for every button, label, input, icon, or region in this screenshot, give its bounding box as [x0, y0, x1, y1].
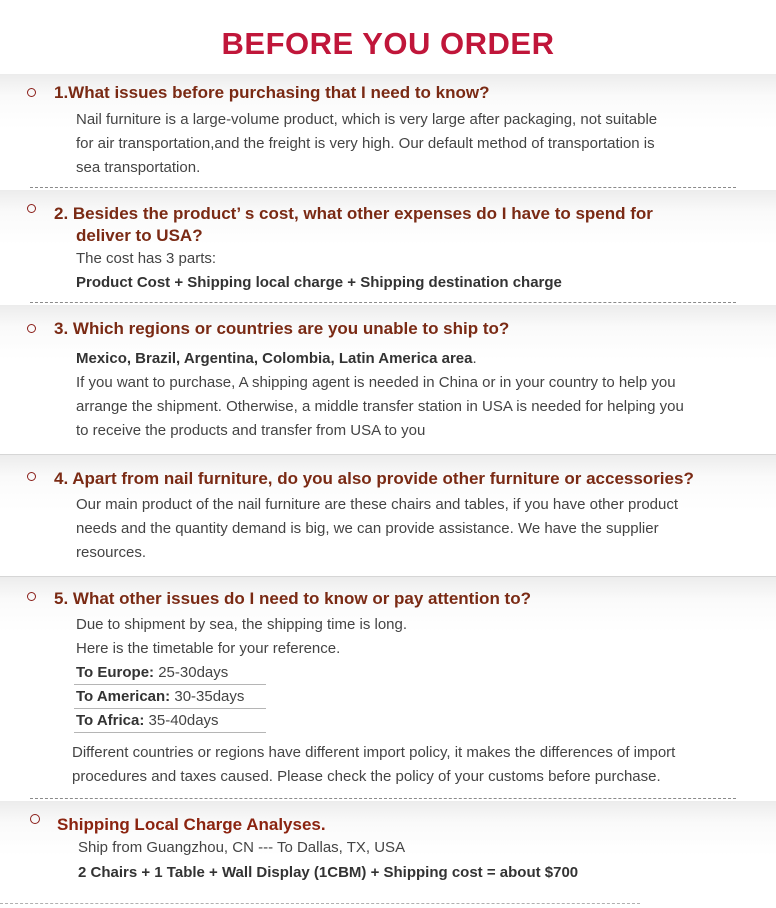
restricted-regions: Mexico, Brazil, Argentina, Colombia, Latin America area [76, 350, 473, 367]
cost-formula: Product Cost + Shipping local charge + Shipping destination charge [76, 274, 562, 291]
circle-bullet-icon [27, 88, 36, 97]
question-5: 5. What other issues do I need to know or pay attention to? [54, 589, 531, 608]
answer-2-line-1: The cost has 3 parts: [76, 250, 217, 267]
timetable-row: To American: 30-35days [76, 688, 245, 705]
question-2-line-1: 2. Besides the product’ s cost, what other expenses do I have to spend for [54, 204, 653, 223]
answer-1-line-2: for air transportation,and the freight is very high. Our default method of transportation is [76, 135, 655, 152]
timetable-row: To Europe: 25-30days [76, 664, 229, 681]
circle-bullet-icon [27, 204, 36, 213]
answer-1-line-3: sea transportation. [76, 159, 201, 176]
regions-period: . [472, 350, 477, 367]
question-2-line-2: deliver to USA? [76, 226, 203, 245]
timetable-row: To Africa: 35-40days [76, 712, 219, 729]
shipping-example: 2 Chairs + 1 Table + Wall Display (1CBM) + Shipping cost = about $700 [78, 864, 579, 881]
dashed-divider [30, 302, 736, 303]
answer-5-line-2: Here is the timetable for your reference. [76, 640, 341, 657]
page-title: BEFORE YOU ORDER [221, 26, 555, 61]
answer-3-regions [76, 347, 477, 371]
circle-bullet-icon [27, 324, 36, 333]
shipping-heading: Shipping Local Charge Analyses. [57, 815, 326, 834]
dashed-divider [30, 187, 736, 188]
question-1: 1.What issues before purchasing that I need to know? [54, 83, 490, 102]
circle-bullet-icon [30, 814, 40, 824]
dashed-divider [30, 798, 736, 799]
answer-3-line-1: If you want to purchase, A shipping agent is needed in China or in your country to help you [76, 374, 676, 391]
question-4: 4. Apart from nail furniture, do you also provide other furniture or accessories? [54, 469, 694, 488]
timetable-row-divider [74, 732, 266, 733]
answer-4-line-1: Our main product of the nail furniture are these chairs and tables, if you have other product [76, 496, 679, 513]
policy-line-1: Different countries or regions have different import policy, it makes the differences of import [72, 744, 676, 761]
shipping-route: Ship from Guangzhou, CN --- To Dallas, TX, USA [78, 839, 406, 856]
answer-3-line-2: arrange the shipment. Otherwise, a middle transfer station in USA is needed for helping you [76, 398, 684, 415]
dashed-divider [0, 903, 640, 904]
answer-4-line-2: needs and the quantity demand is big, we can provide assistance. We have the supplier [76, 520, 659, 537]
answer-3-line-3: to receive the products and transfer from USA to you [76, 422, 426, 439]
answer-5-line-1: Due to shipment by sea, the shipping time is long. [76, 616, 408, 633]
answer-1-line-1: Nail furniture is a large-volume product, which is very large after packaging, not suitable [76, 111, 658, 128]
answer-4-line-3: resources. [76, 544, 147, 561]
circle-bullet-icon [27, 592, 36, 601]
policy-line-2: procedures and taxes caused. Please check the policy of your customs before purchase. [72, 768, 661, 785]
circle-bullet-icon [27, 472, 36, 481]
question-3: 3. Which regions or countries are you unable to ship to? [54, 319, 510, 338]
